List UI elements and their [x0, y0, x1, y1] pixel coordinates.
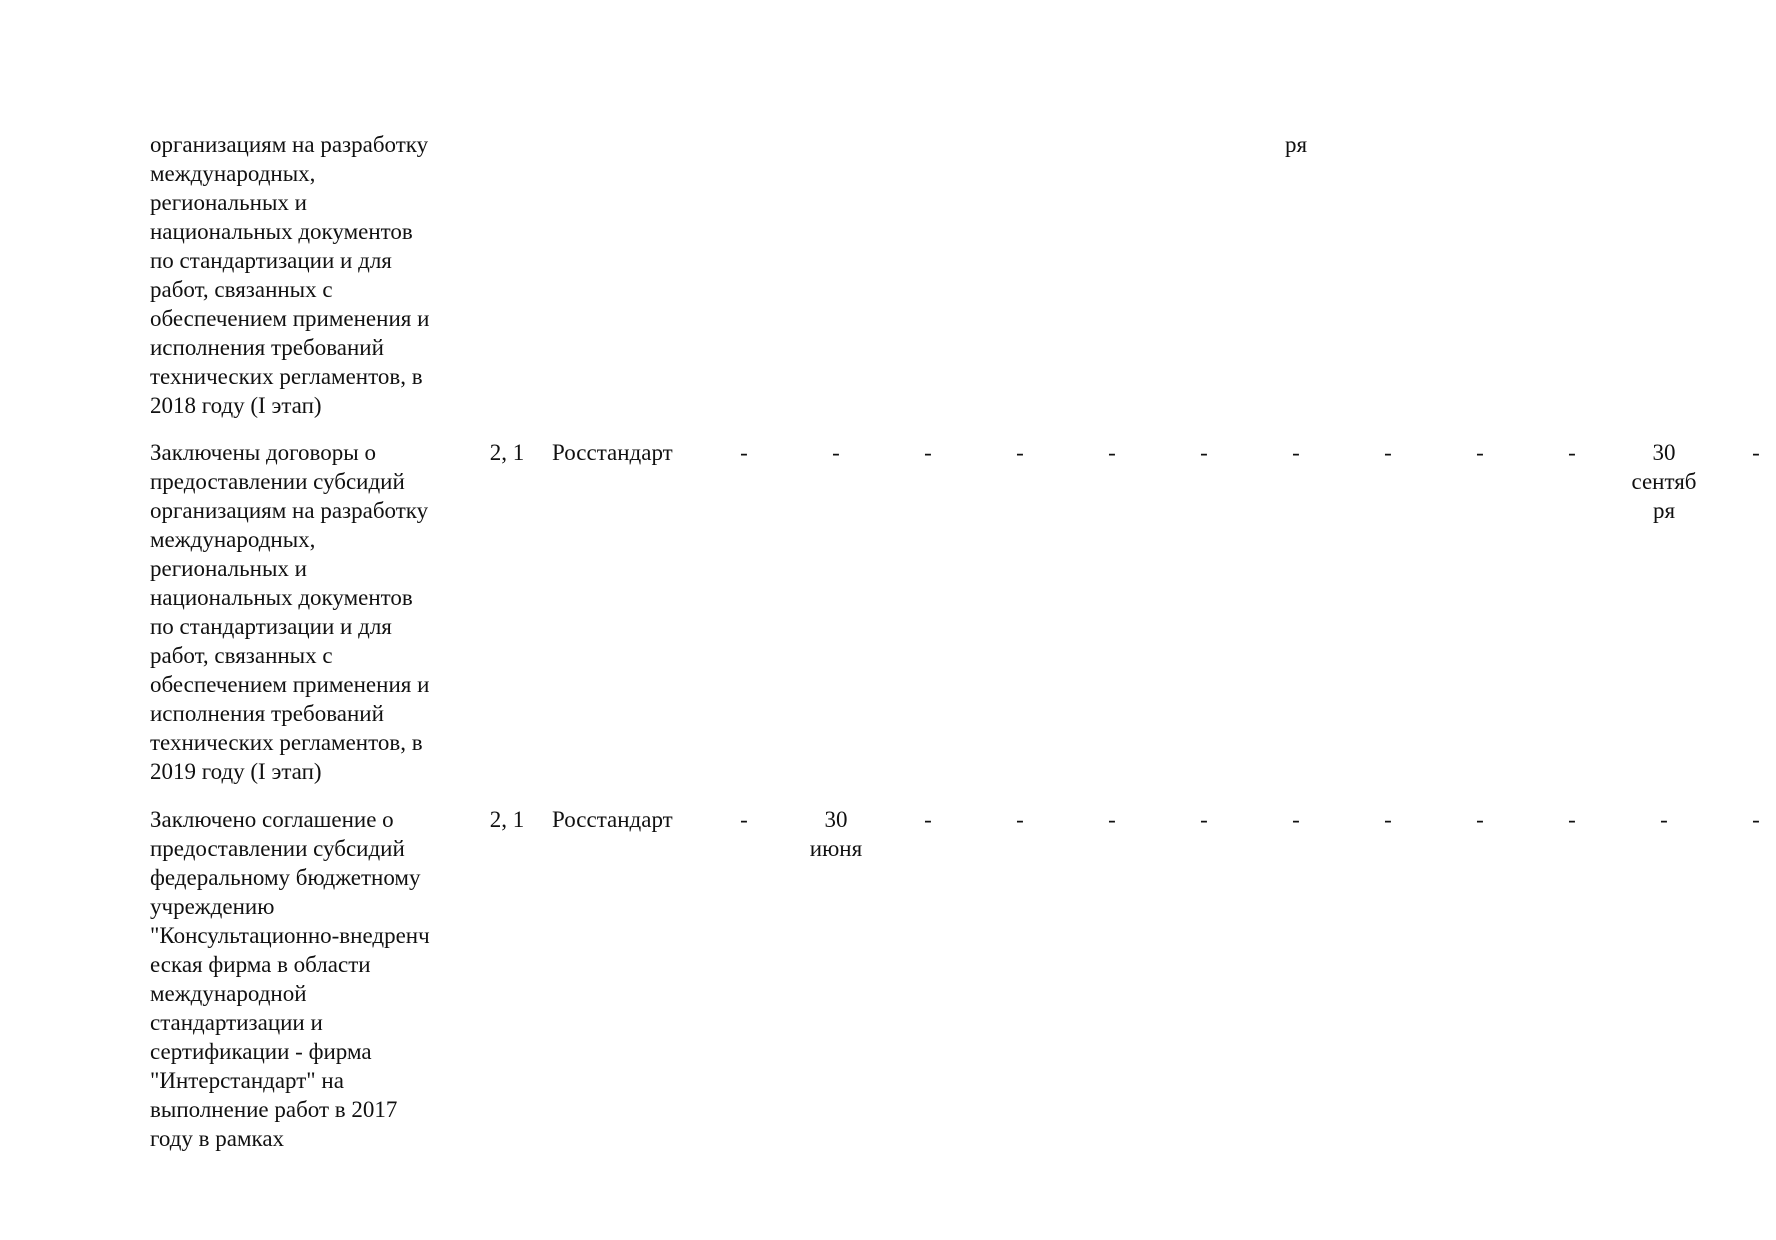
period-cell: - [924, 440, 932, 465]
period-cell: - [1660, 807, 1668, 832]
reference-cell: 2, 1 [489, 807, 525, 832]
period-cell: - [1752, 807, 1760, 832]
period-cell: - [1476, 440, 1484, 465]
period-cell: - [1016, 807, 1024, 832]
period-cell: - [1200, 440, 1208, 465]
period-cell: - [1108, 807, 1116, 832]
period-cell: 30 сентяб ря [1631, 440, 1697, 523]
period-cell: ря [1284, 132, 1308, 157]
measure-description: Заключены договоры о предоставлении субсидий организациям на разработку международных, региональных и национальных документов по стандартизации и для работ, связанных с обеспечением применения и исполнения требований технических регламентов, в 2019 году (I этап) [150, 440, 430, 784]
period-cell: - [924, 807, 932, 832]
period-cell: - [740, 807, 748, 832]
period-cell: - [1568, 440, 1576, 465]
period-cell: 30 июня [809, 807, 863, 861]
period-cell: - [1108, 440, 1116, 465]
measure-description: Заключено соглашение о предоставлении субсидий федеральному бюджетному учреждению "Консультационно-внедренч еская фирма в области международной стандартизации и сертификации - фирма "Интерстандарт" на выполнение работ в 2017 году в рамках [150, 807, 430, 1151]
period-cell: - [832, 440, 840, 465]
measure-description: организациям на разработку международных, региональных и национальных документов по стандартизации и для работ, связанных с обеспечением применения и исполнения требований технических регламентов, в 2018 году (I этап) [150, 132, 430, 418]
period-cell: - [1200, 807, 1208, 832]
period-cell: - [1384, 440, 1392, 465]
period-cell: - [1568, 807, 1576, 832]
responsible-cell: Росстандарт [552, 807, 673, 832]
period-cell: - [1384, 807, 1392, 832]
period-cell: - [740, 440, 748, 465]
period-cell: - [1292, 440, 1300, 465]
period-cell: - [1752, 440, 1760, 465]
reference-cell: 2, 1 [489, 440, 525, 465]
period-cell: - [1476, 807, 1484, 832]
period-cell: - [1292, 807, 1300, 832]
responsible-cell: Росстандарт [552, 440, 673, 465]
period-cell: - [1016, 440, 1024, 465]
